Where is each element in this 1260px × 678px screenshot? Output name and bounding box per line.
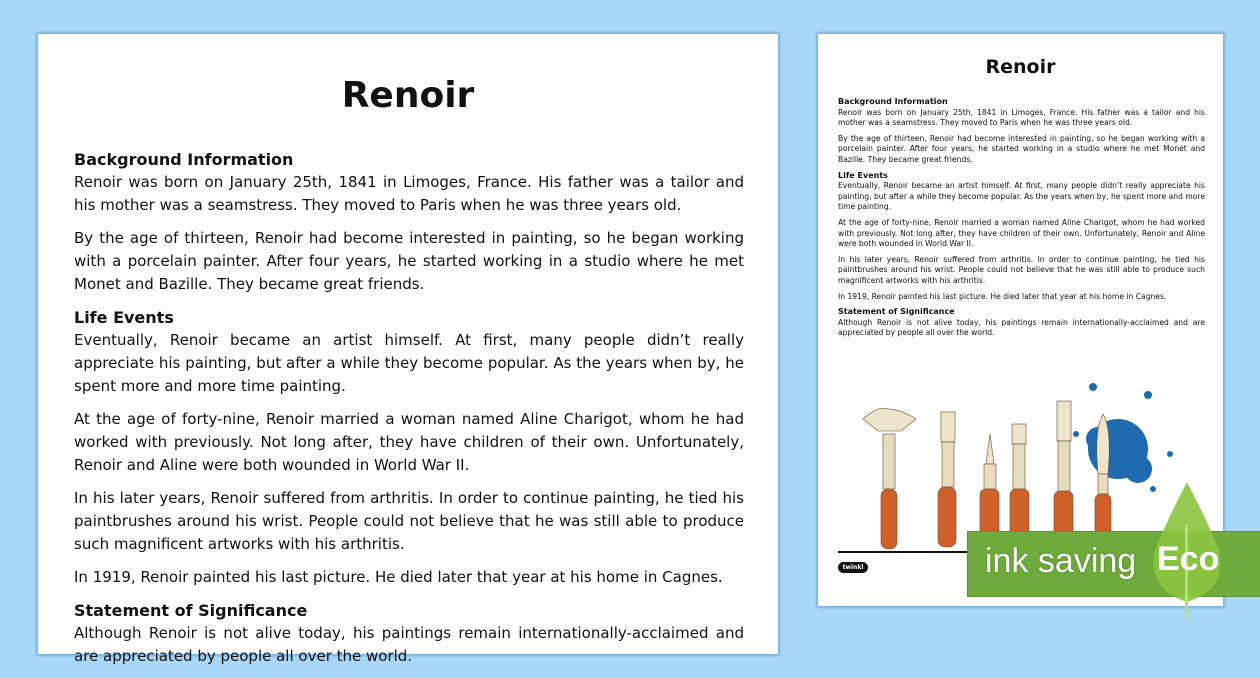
paragraph: Eventually, Renoir became an artist himself. At first, many people didn’t really appreciate his painting, but after a while they become popular. As the years when by, he spent more and more time painting. bbox=[838, 181, 1205, 212]
paragraph: By the age of thirteen, Renoir had become interested in painting, so he began working with a porcelain painter. After four years, he started working in a studio where he met Monet and Bazille. They became great friends. bbox=[74, 229, 744, 293]
section-heading: Statement of Significance bbox=[838, 307, 955, 317]
paragraph: At the age of forty-nine, Renoir married a woman named Aline Charigot, whom he had worked with previously. Not long after, they have children of their own. Unfortunately, Renoir and Aline were both wounded in World War II. bbox=[74, 410, 744, 474]
document-page-large bbox=[37, 33, 779, 665]
paragraph: Eventually, Renoir became an artist himself. At first, many people didn’t really appreciate his painting, but after a while they become popular. As the years when by, he spent more and more time painting. bbox=[74, 331, 744, 395]
paragraph: Although Renoir is not alive today, his paintings remain internationally-acclaimed and are appreciated by people all over the world. bbox=[838, 317, 1205, 338]
section-heading: Statement of Significance bbox=[74, 601, 308, 620]
paragraph: Renoir was born on January 25th, 1841 in Limoges, France. His father was a tailor and his mother was a seamstress. They moved to Paris when he was three years old. bbox=[74, 173, 744, 214]
section-heading: Background Information bbox=[74, 150, 294, 169]
paint-splat-icon bbox=[1073, 383, 1173, 492]
paragraph: At the age of forty-nine, Renoir married a woman named Aline Charigot, whom he had worked with previously. Not long after, they have children of their own. Unfortunately, Renoir and Aline were both wounded in World War II. bbox=[838, 217, 1205, 249]
document-body bbox=[838, 97, 1205, 344]
page-title: Renoir bbox=[341, 75, 475, 116]
paragraph: By the age of thirteen, Renoir had become interested in painting, so he began working with a porcelain painter. After four years, he started working in a studio where he met Monet and Bazille. They became great friends. bbox=[838, 133, 1205, 164]
flat-brush-icon bbox=[938, 412, 956, 547]
paragraph: In his later years, Renoir suffered from arthritis. In order to continue painting, he tied his paintbrushes around his wrist. People could not believe that he was still able to produce such magnificent artworks with his arthritis. bbox=[838, 254, 1205, 285]
paragraph: Although Renoir is not alive today, his paintings remain internationally-acclaimed and are appreciated by people all over the world. bbox=[74, 624, 744, 665]
section-heading: Life Events bbox=[74, 308, 174, 327]
ink-saving-eco-badge bbox=[967, 480, 1260, 620]
badge-text: ink saving bbox=[985, 542, 1137, 580]
page-title: Renoir bbox=[985, 56, 1056, 78]
paragraph: In his later years, Renoir suffered from arthritis. In order to continue painting, he tied his paintbrushes around his wrist. People could not believe that he was still able to produce such magnificent artworks with his arthritis. bbox=[74, 489, 744, 553]
badge-label: Eco bbox=[1157, 540, 1220, 578]
paragraph: Renoir was born on January 25th, 1841 in Limoges, France. His father was a tailor and his mother was a seamstress. They moved to Paris when he was three years old. bbox=[838, 107, 1205, 128]
paragraph: In 1919, Renoir painted his last picture. He died later that year at his home in Cagnes. bbox=[838, 291, 1167, 301]
section-heading: Life Events bbox=[838, 170, 888, 180]
fan-brush-icon bbox=[863, 409, 916, 549]
document-body bbox=[74, 148, 744, 678]
section-heading: Background Information bbox=[838, 97, 948, 106]
twinkl-logo: twinkl bbox=[838, 562, 868, 573]
paragraph: In 1919, Renoir painted his last picture. He died later that year at his home in Cagnes. bbox=[74, 568, 723, 586]
